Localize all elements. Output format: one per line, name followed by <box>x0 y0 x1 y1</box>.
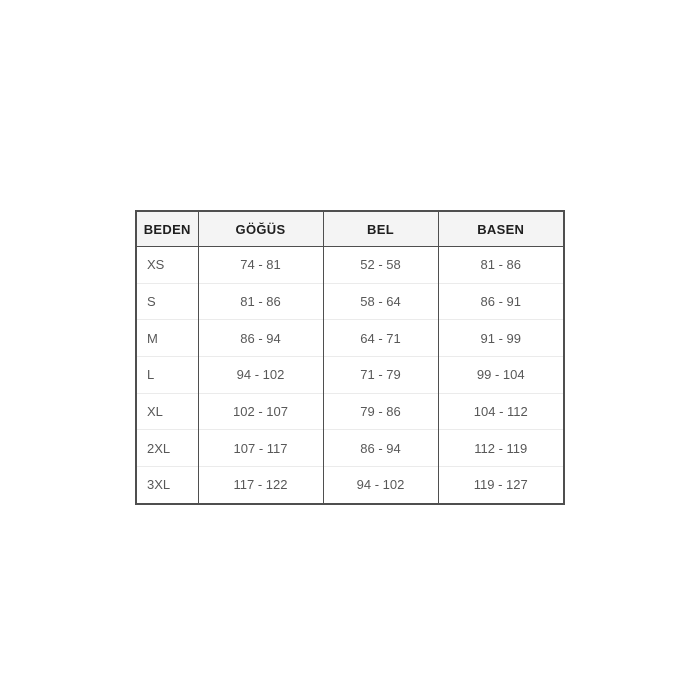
range-cell-gogus: 102 - 107 <box>198 393 323 430</box>
column-header-beden: BEDEN <box>136 211 198 247</box>
range-cell-basen: 112 - 119 <box>438 430 564 467</box>
range-cell-gogus: 117 - 122 <box>198 467 323 504</box>
range-cell-gogus: 94 - 102 <box>198 357 323 394</box>
size-label-cell: M <box>136 320 198 357</box>
range-cell-gogus: 81 - 86 <box>198 283 323 320</box>
size-label-cell: S <box>136 283 198 320</box>
column-header-bel: BEL <box>323 211 438 247</box>
column-header-gogus: GÖĞÜS <box>198 211 323 247</box>
table-row <box>136 467 564 504</box>
size-label-cell: XS <box>136 247 198 284</box>
range-cell-basen: 81 - 86 <box>438 247 564 284</box>
table-row <box>136 430 564 467</box>
column-header-basen: BASEN <box>438 211 564 247</box>
range-cell-basen: 119 - 127 <box>438 467 564 504</box>
range-cell-bel: 86 - 94 <box>323 430 438 467</box>
range-cell-basen: 91 - 99 <box>438 320 564 357</box>
range-cell-gogus: 107 - 117 <box>198 430 323 467</box>
table-row <box>136 357 564 394</box>
table-row <box>136 320 564 357</box>
table-row <box>136 283 564 320</box>
range-cell-gogus: 86 - 94 <box>198 320 323 357</box>
range-cell-bel: 94 - 102 <box>323 467 438 504</box>
range-cell-bel: 71 - 79 <box>323 357 438 394</box>
size-label-cell: XL <box>136 393 198 430</box>
size-label-cell: L <box>136 357 198 394</box>
range-cell-gogus: 74 - 81 <box>198 247 323 284</box>
header-row <box>136 211 564 247</box>
range-cell-bel: 52 - 58 <box>323 247 438 284</box>
range-cell-basen: 86 - 91 <box>438 283 564 320</box>
range-cell-basen: 104 - 112 <box>438 393 564 430</box>
size-label-cell: 2XL <box>136 430 198 467</box>
range-cell-bel: 58 - 64 <box>323 283 438 320</box>
table-row <box>136 247 564 284</box>
range-cell-bel: 79 - 86 <box>323 393 438 430</box>
range-cell-bel: 64 - 71 <box>323 320 438 357</box>
size-label-cell: 3XL <box>136 467 198 504</box>
table-header <box>136 211 564 247</box>
table-row <box>136 393 564 430</box>
range-cell-basen: 99 - 104 <box>438 357 564 394</box>
size-chart-table <box>135 210 565 505</box>
table-body <box>136 247 564 504</box>
